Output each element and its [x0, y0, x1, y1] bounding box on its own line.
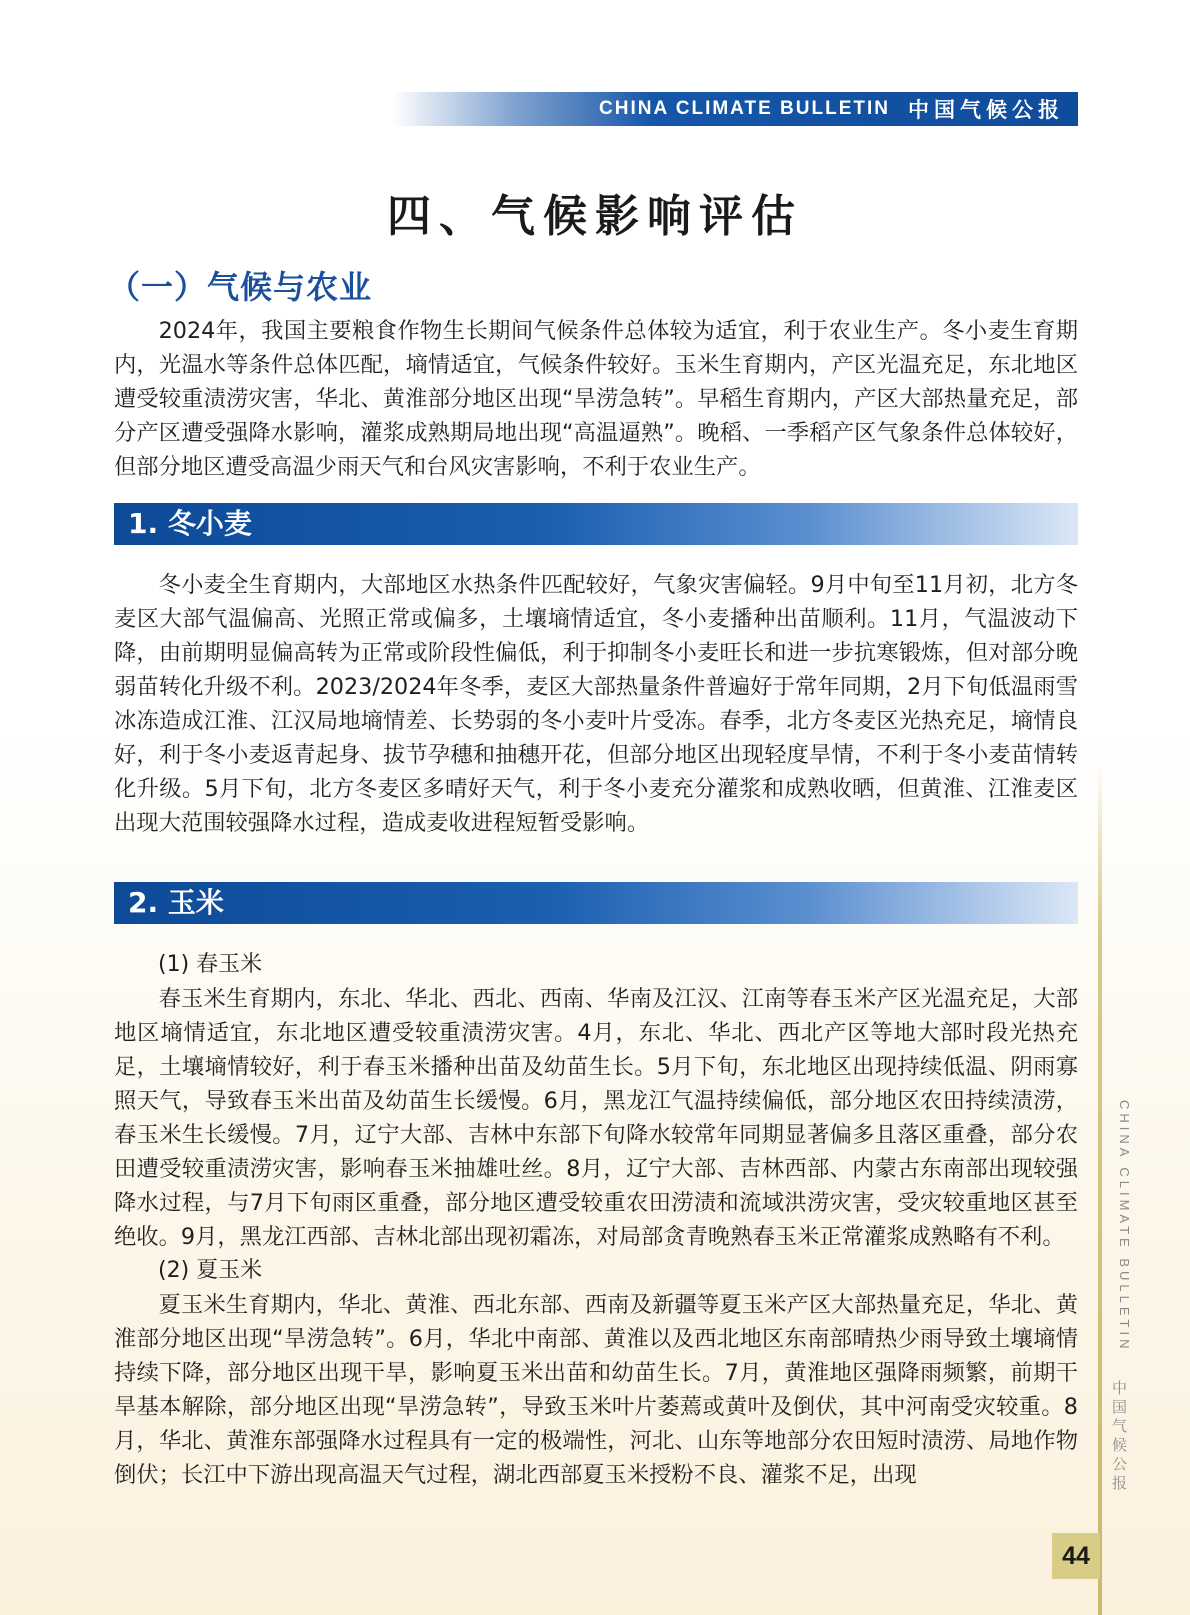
- header-english-title: CHINA CLIMATE BULLETIN: [599, 98, 890, 119]
- corn-heading: 2. 玉米: [114, 882, 1078, 924]
- header-chinese-title: 中国气候公报: [908, 99, 1064, 122]
- section-title: （一）气候与农业: [108, 268, 373, 306]
- summer-corn-paragraph: 夏玉米生育期内，华北、黄淮、西北东部、西南及新疆等夏玉米产区大部热量充足，华北、黄淮部分地区出现“旱涝急转”。6月，华北中南部、黄淮以及西北地区东南部晴热少雨导致土壤墒情持续下降，部分地区出现干旱，影响夏玉米出苗和幼苗生长。7月，黄淮地区强降雨频繁，前期干旱基本解除，部分地区出现“旱涝急转”，导致玉米叶片萎蔫或黄叶及倒伏，其中河南受灾较重。8月，华北、黄淮东部强降水过程具有一定的极端性，河北、山东等地部分农田短时渍涝、局地作物倒伏；长江中下游出现高温天气过程，湖北西部夏玉米授粉不良、灌浆不足，出现: [114, 1292, 1078, 1488]
- wheat-heading: 1. 冬小麦: [114, 503, 1078, 545]
- side-english-label: CHINA CLIMATE BULLETIN: [1117, 1100, 1132, 1353]
- intro-paragraph: 2024年，我国主要粮食作物生长期间气候条件总体较为适宜，利于农业生产。冬小麦生育期内，光温水等条件总体匹配，墒情适宜，气候条件较好。玉米生育期内，产区光温充足，东北地区遭受较重渍涝灾害，华北、黄淮部分地区出现“旱涝急转”。早稻生育期内，产区大部热量充足，部分产区遭受强降水影响，灌浆成熟期局地出现“高温逼熟”。晚稻、一季稻产区气象条件总体较好，但部分地区遭受高温少雨天气和台风灾害影响，不利于农业生产。: [114, 318, 1078, 480]
- side-chinese-label: 中国气候公报: [1110, 1380, 1128, 1494]
- side-decoration-line: [1098, 760, 1102, 1615]
- wheat-paragraph: 冬小麦全生育期内，大部地区水热条件匹配较好，气象灾害偏轻。9月中旬至11月初，北方冬麦区大部气温偏高、光照正常或偏多，土壤墒情适宜，冬小麦播种出苗顺利。11月，气温波动下降，由前期明显偏高转为正常或阶段性偏低，利于抑制冬小麦旺长和进一步抗寒锻炼，但对部分晚弱苗转化升级不利。2023/2024年冬季，麦区大部热量条件普遍好于常年同期，2月下旬低温雨雪冰冻造成江淮、江汉局地墒情差、长势弱的冬小麦叶片受冻。春季，北方冬麦区光热充足，墒情良好，利于冬小麦返青起身、拔节孕穗和抽穗开花，但部分地区出现轻度旱情，不利于冬小麦苗情转化升级。5月下旬，北方冬麦区多晴好天气，利于冬小麦充分灌浆和成熟收晒，但黄淮、江淮麦区出现大范围较强降水过程，造成麦收进程短暂受影响。: [114, 572, 1078, 836]
- page-title: 四、气候影响评估: [387, 191, 803, 242]
- spring-corn-paragraph: 春玉米生育期内，东北、华北、西北、西南、华南及江汉、江南等春玉米产区光温充足，大部地区墒情适宜，东北地区遭受较重渍涝灾害。4月，东北、华北、西北产区等地大部时段光热充足，土壤墒情较好，利于春玉米播种出苗及幼苗生长。5月下旬，东北地区出现持续低温、阴雨寡照天气，导致春玉米出苗及幼苗生长缓慢。6月，黑龙江气温持续偏低，部分地区农田持续渍涝，春玉米生长缓慢。7月，辽宁大部、吉林中东部下旬降水较常年同期显著偏多且落区重叠，部分农田遭受较重渍涝灾害，影响春玉米抽雄吐丝。8月，辽宁大部、吉林西部、内蒙古东南部出现较强降水过程，与7月下旬雨区重叠，部分地区遭受较重农田涝渍和流域洪涝灾害，受灾较重地区甚至绝收。9月，黑龙江西部、吉林北部出现初霜冻，对局部贪青晚熟春玉米正常灌浆成熟略有不利。: [114, 986, 1078, 1250]
- summer-corn-label: (2) 夏玉米: [158, 1258, 263, 1283]
- header-bar: [392, 92, 1078, 126]
- page-number: 44: [1052, 1533, 1100, 1579]
- spring-corn-label: (1) 春玉米: [158, 952, 263, 977]
